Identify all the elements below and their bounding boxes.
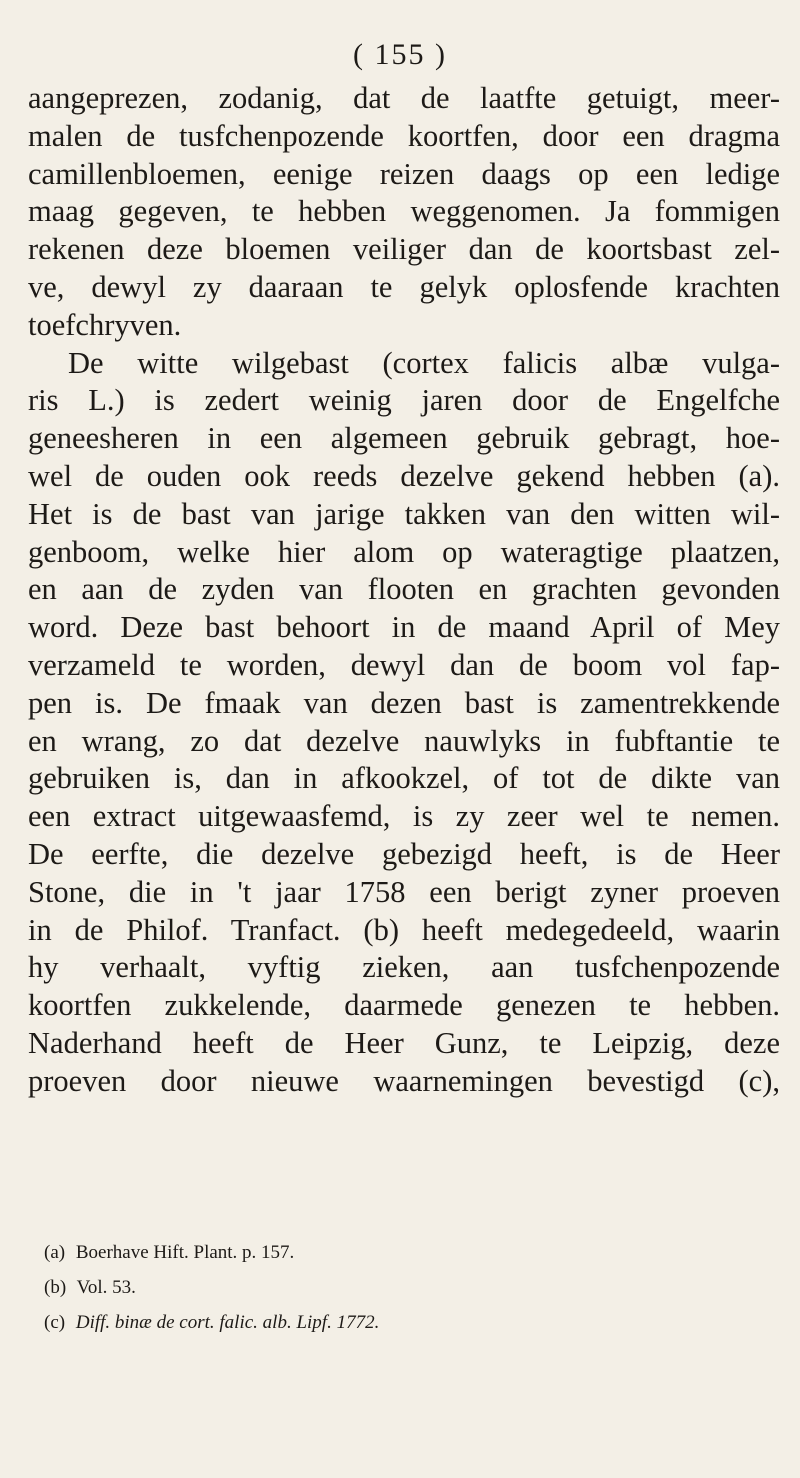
text-line: aangeprezen, zodanig, dat de laatfte getuigt, meer-: [28, 81, 780, 115]
text-line: rekenen deze bloemen veiliger dan de koortsbast zel-: [28, 232, 780, 267]
footnote-text: Boerhave Hift. Plant. p. 157.: [75, 1242, 295, 1263]
text-line: wel de ouden ook reeds dezelve gekend hebben (a).: [28, 458, 780, 493]
text-line: toefchryven.: [28, 307, 182, 342]
text-line: Het is de bast van jarige takken van den witten wil-: [28, 496, 780, 531]
footnote-mark: (b): [44, 1277, 67, 1298]
text-line: ris L.) is zedert weinig jaren door de Engelfche: [28, 383, 780, 418]
text-line: koortfen zukkelende, daarmede genezen te hebben.: [28, 988, 780, 1023]
text-line: een extract uitgewaasfemd, is zy zeer wel te nemen.: [28, 799, 780, 834]
footnote: [44, 1235, 764, 1270]
footnote-mark: (c): [44, 1312, 66, 1333]
text-line: Stone, die in 't jaar 1758 een berigt zyner proeven: [28, 874, 780, 909]
footnote: [44, 1270, 764, 1305]
footnote-text: Vol. 53.: [76, 1277, 136, 1298]
text-line: maag gegeven, te hebben weggenomen. Ja fommigen: [28, 194, 780, 229]
text-line: gebruiken is, dan in afkookzel, of tot de dikte van: [28, 761, 780, 796]
text-line: Naderhand heeft de Heer Gunz, te Leipzig, deze: [28, 1025, 780, 1060]
text-line: ve, dewyl zy daaraan te gelyk oplosfende krachten: [28, 269, 780, 304]
footnotes: [44, 1235, 764, 1340]
text-line: malen de tusfchenpozende koortfen, door een dragma: [28, 118, 780, 153]
footnote-text: Diff. binæ de cort. falic. alb. Lipf. 1772.: [75, 1312, 380, 1333]
text-line: camillenbloemen, eenige reizen daags op een ledige: [28, 156, 780, 191]
text-line: en wrang, zo dat dezelve nauwlyks in fubftantie te: [28, 723, 780, 758]
text-line: geneesheren in een algemeen gebruik gebragt, hoe-: [28, 421, 780, 456]
text-line: hy verhaalt, vyftig zieken, aan tusfchenpozende: [28, 950, 780, 985]
text-line: pen is. De fmaak van dezen bast is zamentrekkende: [28, 685, 780, 720]
footnote-mark: (a): [44, 1242, 66, 1263]
body-text: [28, 80, 780, 1101]
text-line: word. Deze bast behoort in de maand April of Mey: [28, 610, 780, 645]
text-line: De eerfte, die dezelve gebezigd heeft, is de Heer: [28, 836, 780, 871]
text-line: verzameld te worden, dewyl dan de boom vol fap-: [28, 647, 780, 682]
text-line: proeven door nieuwe waarnemingen bevestigd (c),: [28, 1063, 780, 1098]
text-line: genboom, welke hier alom op wateragtige plaatzen,: [28, 534, 780, 569]
text-line: De witte wilgebast (cortex falicis albæ vulga-: [68, 345, 780, 380]
footnote: [44, 1305, 764, 1340]
page-number: ( 155 ): [353, 38, 447, 71]
text-line: in de Philof. Tranfact. (b) heeft medegedeeld, waarin: [28, 912, 780, 947]
text-line: en aan de zyden van flooten en grachten gevonden: [28, 572, 780, 607]
